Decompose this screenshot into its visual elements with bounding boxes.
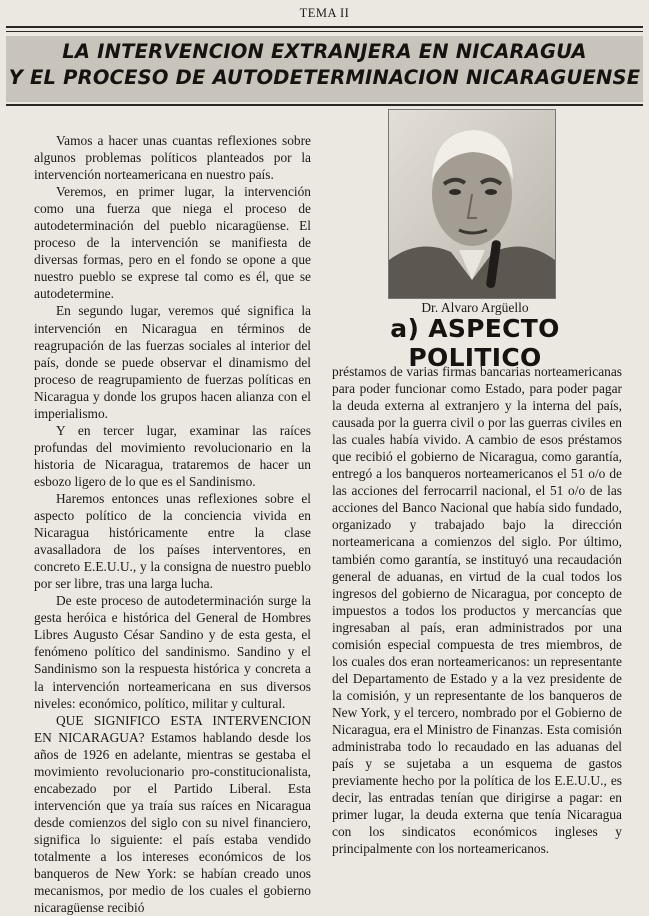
- photo-caption: Dr. Alvaro Argüello: [421, 300, 529, 315]
- section-header: TEMA II: [299, 6, 350, 20]
- paragraph: Veremos, en primer lugar, la intervención como una fuerza que niega el proceso de autodeterminación del pueblo nicaragüense. El proceso de la intervención se manifiesta de diversas formas, pero en el fondo se opone a que nuestro pueblo se exprese tal como es él, que se autodetermine.: [34, 184, 311, 302]
- paragraph: QUE SIGNIFICO ESTA INTERVENCION EN NICARAGUA? Estamos hablando desde los años de 1926 en adelante, mientras se gestaba el movimiento revolucionario pro-constitucionalista, encabezado por el Partido Liberal. Esta intervención que ya traía sus raíces en Nicaragua desde comienzos del siglo con su nivel financiero, significa lo siguiente: el país estaba vendido totalmente a los intereses económicos de los banqueros de New York: se habían creado unos mecanismos, por medio de los cuales el gobierno nicaragüense recibió: [34, 712, 311, 916]
- portrait-illustration: [389, 110, 555, 298]
- paragraph: Y en tercer lugar, examinar las raíces profundas del movimiento revolucionario en la historia de Nicaragua, trataremos de hacer un esbozo ligero de lo que es el Sandinismo.: [34, 422, 311, 489]
- paragraph: En segundo lugar, veremos qué significa la intervención en Nicaragua en términos de reagrupación de las fuerzas sociales al interior del país, donde se puede observar el dinamismo del proceso de reagrupamiento de fuerzas políticas en Nicaragua y donde los grupos hacen alianza con el imperialismo.: [34, 303, 311, 421]
- title-banner: [6, 36, 643, 102]
- title-rule: [6, 104, 643, 106]
- paragraph: De este proceso de autodeterminación surge la gesta heróica e histórica del General de Hombres Libres Augusto César Sandino y de esta gesta, el fenómeno político del sandinismo. Sandino y el Sandinismo son la respuesta histórica y concreta a la intervención norteamericana en sus diversos niveles: económico, político, militar y cultural.: [34, 593, 311, 711]
- article-title-line-2: Y EL PROCESO DE AUTODETERMINACION NICARAGUENSE: [8, 66, 641, 89]
- right-column: [332, 363, 622, 857]
- portrait-photo: [388, 109, 556, 299]
- paragraph: Vamos a hacer unas cuantas reflexiones sobre algunos problemas políticos planteados por la intervención norteamericana en nuestro país.: [34, 133, 311, 183]
- paragraph: préstamos de varias firmas bancarias norteamericanas para poder funcionar como Estado, para poder pagar la deuda externa al extranjero y la interna del país, causada por la guerra civil o por las guerras civiles en las cuales había vivido. A cambio de esos préstamos que recibió el gobierno de Nicaragua, como garantía, entregó a los banqueros norteamericanos el 51 o/o de las acciones del ferrocarril nacional, el 51 o/o de las acciones del Banco Nacional que había sido fundado, organizado y trabajado bajo la dirección norteamericana a comienzos del siglo. Por último, también como garantía, se instituyó una recaudación general de aduanas, en virtud de la cual todos los ingresos del gobierno de Nicaragua, por concepto de impuestos a todos los productos y mercancías que ingresaban al país, eran administrados por una comisión especial compuesta de tres miembros, de los cuales dos eran norteamericanos: un representante del Departamento de Estado y a la vez presidente de la comisión, y un representante de los banqueros de New York, y el tercero, nombrado por el Gobierno de Nicaragua, era el Ministro de Finanzas. Esta comisión administraba todo lo recaudado en las aduanas del país y se sujetaba a un esquema de gastos previamente hecho por la política de los E.E.U.U., es decir, las entradas tenían que dirigirse a pagar: en primer lugar, la deuda externa que tenía Nicaragua con los sindicatos económicos ingleses y principalmente con los norteamericanos.: [332, 364, 622, 857]
- left-column: [34, 132, 311, 916]
- header-rule-thin: [6, 31, 643, 32]
- section-heading: a) ASPECTO POLITICO: [390, 314, 560, 372]
- header-rule: [6, 26, 643, 28]
- article-title-line-1: LA INTERVENCION EXTRANJERA EN NICARAGUA: [62, 40, 587, 63]
- paragraph: Haremos entonces unas reflexiones sobre el aspecto político de la conciencia vivida en Nicaragua históricamente entre la clase avasalladora de los países interventores, en concreto E.E.U.U., y la consigna de nuestro pueblo por ser libre, tras una larga lucha.: [34, 490, 311, 592]
